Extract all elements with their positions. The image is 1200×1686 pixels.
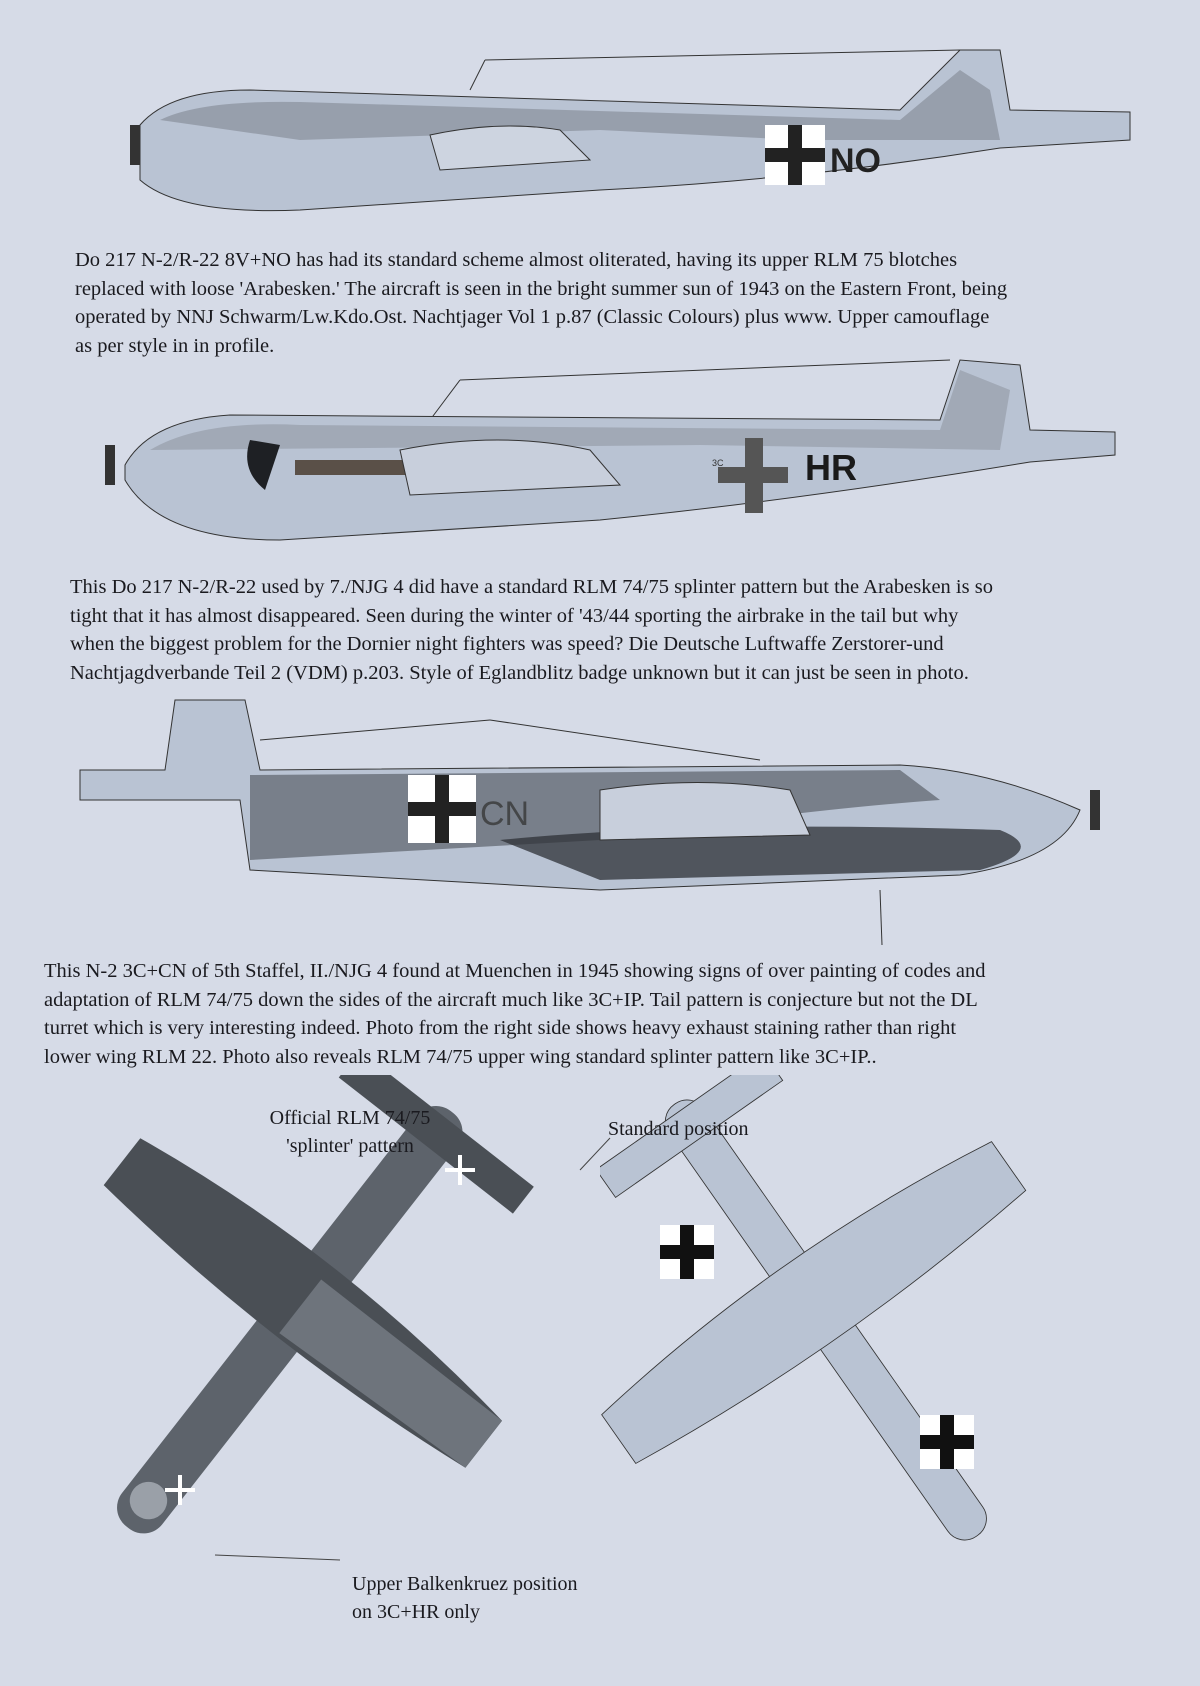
- label-line: 'splinter' pattern: [286, 1135, 414, 1157]
- standard-position-label: Standard position: [608, 1118, 749, 1140]
- label-line: Upper Balkenkruez position: [352, 1573, 578, 1595]
- caption-line: operated by NNJ Schwarm/Lw.Kdo.Ost. Nachtjager Vol 1 p.87 (Classic Colours) plus www. Upper camouflage: [75, 306, 990, 328]
- caption-line: adaptation of RLM 74/75 down the sides of the aircraft much like 3C+IP. Tail pattern is conjecture but not the DL: [44, 988, 978, 1011]
- balkenkreuz-icon: [408, 775, 476, 843]
- aircraft-code: CN: [480, 795, 530, 833]
- label-line: on 3C+HR only: [352, 1601, 480, 1623]
- caption-3c-hr: [70, 573, 993, 687]
- profile-8v-no: [0, 30, 1200, 230]
- caption-line: This N-2 3C+CN of 5th Staffel, II./NJG 4 found at Muenchen in 1945 showing signs of over painting of codes and: [44, 960, 986, 982]
- caption-line: Nachtjagdverbande Teil 2 (VDM) p.203. Style of Eglandblitz badge unknown but it can just be seen in photo.: [70, 661, 969, 684]
- profile-3c-hr: [0, 350, 1200, 550]
- caption-line: as per style in in profile.: [75, 334, 275, 357]
- caption-line: lower wing RLM 22. Photo also reveals RLM 74/75 upper wing standard splinter pattern like 3C+IP..: [44, 1045, 877, 1068]
- balkenkreuz-position-label: [352, 1570, 578, 1626]
- caption-3c-cn: [44, 957, 986, 1071]
- caption-8v-no: [75, 246, 1007, 360]
- caption-line: replaced with loose 'Arabesken.' The aircraft is seen in the bright summer sun of 1943 on the Eastern Front, being: [75, 277, 1008, 300]
- caption-line: Do 217 N-2/R-22 8V+NO has had its standard scheme almost oliterated, having its upper RLM 75 blotches: [75, 249, 958, 271]
- balkenkreuz-icon: [765, 125, 825, 185]
- caption-line: when the biggest problem for the Dornier night fighters was speed? Die Deutsche Luftwaffe Zerstorer-und: [70, 633, 944, 655]
- caption-line: This Do 217 N-2/R-22 used by 7./NJG 4 did have a standard RLM 74/75 splinter pattern but the Arabesken is so: [70, 576, 993, 598]
- profile-3c-cn: [0, 690, 1200, 950]
- aircraft-code: NO: [830, 142, 881, 180]
- aircraft-code-small: 3C: [712, 458, 724, 468]
- leader-lines: [0, 1100, 1200, 1580]
- caption-line: turret which is very interesting indeed. Photo from the right side shows heavy exhaust staining rather than right: [44, 1017, 957, 1039]
- caption-line: tight that it has almost disappeared. Seen during the winter of '43/44 sporting the airbrake in the tail but why: [70, 604, 959, 627]
- splinter-pattern-label: [245, 1104, 455, 1160]
- label-line: Official RLM 74/75: [269, 1107, 431, 1129]
- aircraft-code: HR: [805, 447, 857, 488]
